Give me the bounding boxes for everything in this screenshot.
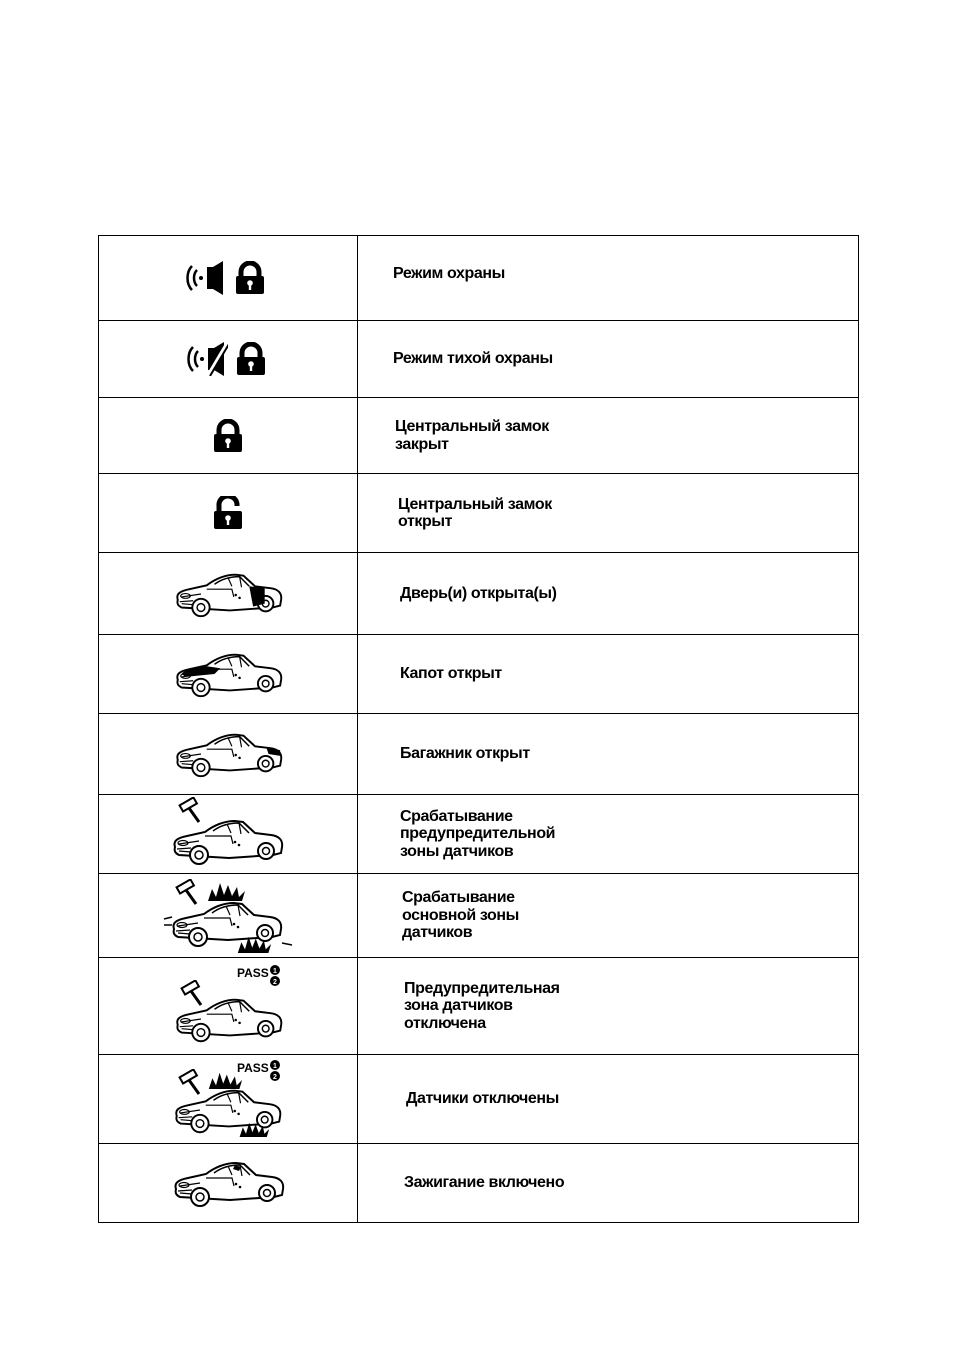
legend-row xyxy=(99,958,859,1055)
siren-and-locked-padlock-icon xyxy=(183,260,273,296)
description-text: Предупредительная зона датчиков отключена xyxy=(404,979,560,1032)
legend-row xyxy=(99,714,859,795)
icon-cell xyxy=(99,553,358,635)
description-text: Режим тихой охраны xyxy=(393,350,553,368)
description-text: Багажник открыт xyxy=(400,745,530,763)
description-text: Зажигание включено xyxy=(404,1174,565,1192)
description-cell xyxy=(358,795,859,874)
description-cell xyxy=(358,398,859,474)
icon-cell xyxy=(99,635,358,714)
icon-cell xyxy=(99,874,358,958)
indicator-legend-table xyxy=(98,235,859,1223)
description-cell xyxy=(358,1055,859,1144)
icon-cell xyxy=(99,795,358,874)
description-cell xyxy=(358,1144,859,1223)
legend-row xyxy=(99,874,859,958)
legend-row xyxy=(99,635,859,714)
unlocked-padlock-icon xyxy=(211,496,245,530)
description-text: Срабатывание предупредительной зоны датчиков xyxy=(400,807,556,860)
legend-row xyxy=(99,1055,859,1144)
legend-row xyxy=(99,398,859,474)
car-main-zone-impact-icon xyxy=(164,879,292,953)
description-text: Центральный замок закрыт xyxy=(395,418,549,453)
locked-padlock-icon xyxy=(211,419,245,453)
icon-cell xyxy=(99,1055,358,1144)
description-text: Дверь(и) открыта(ы) xyxy=(400,584,557,602)
description-cell xyxy=(358,321,859,398)
description-cell xyxy=(358,958,859,1055)
description-text: Режим охраны xyxy=(393,265,505,283)
description-cell xyxy=(358,714,859,795)
car-sensors-bypass-icon xyxy=(167,1059,289,1139)
description-text: Капот открыт xyxy=(400,665,502,683)
car-door-open-icon xyxy=(172,564,284,624)
legend-row xyxy=(99,236,859,321)
icon-cell xyxy=(99,958,358,1055)
legend-row xyxy=(99,795,859,874)
icon-cell xyxy=(99,1144,358,1223)
car-ignition-on-icon xyxy=(169,1153,287,1213)
description-cell xyxy=(358,236,859,321)
car-warning-zone-hammer-icon xyxy=(167,797,289,871)
description-text: Датчики отключены xyxy=(406,1090,559,1108)
legend-row xyxy=(99,1144,859,1223)
icon-cell xyxy=(99,714,358,795)
car-warning-zone-bypass-icon xyxy=(167,964,289,1048)
description-text: Центральный замок открыт xyxy=(398,495,552,530)
description-text: Срабатывание основной зоны датчиков xyxy=(402,889,519,942)
legend-row xyxy=(99,553,859,635)
car-hood-open-icon xyxy=(172,644,284,704)
icon-cell xyxy=(99,398,358,474)
description-cell xyxy=(358,553,859,635)
description-cell xyxy=(358,635,859,714)
icon-cell xyxy=(99,474,358,553)
car-trunk-open-icon xyxy=(172,724,284,784)
description-cell xyxy=(358,874,859,958)
description-cell xyxy=(358,474,859,553)
icon-cell xyxy=(99,321,358,398)
icon-cell xyxy=(99,236,358,321)
legend-row xyxy=(99,474,859,553)
legend-row xyxy=(99,321,859,398)
muted-siren-and-locked-padlock-icon xyxy=(186,342,270,376)
